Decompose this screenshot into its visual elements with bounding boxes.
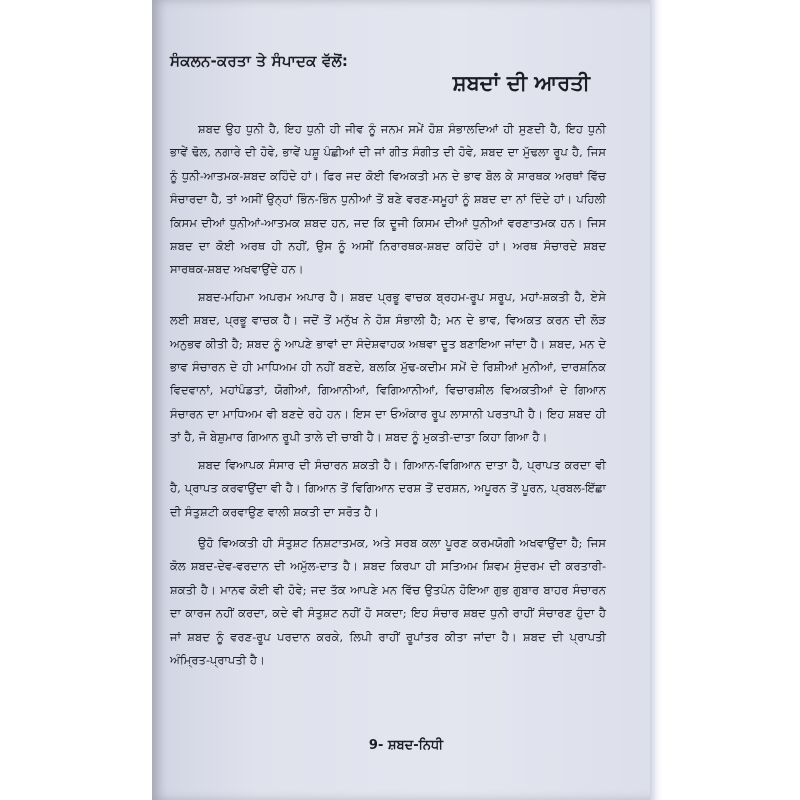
paragraph: ਸ਼ਬਦ ਵਿਆਪਕ ਸੰਸਾਰ ਦੀ ਸੰਚਾਰਨ ਸ਼ਕਤੀ ਹੈ। ਗਿਆਨ-ਵਿਗਿਆਨ ਦਾਤਾ ਹੈ, ਪ੍ਰਾਪਤ ਕਰਦਾ ਵੀ ਹੈ, ਪ੍ਰਾਪਤ ਕਰਵਾਉਂਦਾ ਵੀ ਹੈ। ਗਿਆਨ ਤੋਂ ਵਿਗਿਆਨ ਦਰਸ਼ ਤੋਂ ਦਰਸ਼ਨ, ਅਪੂਰਨ ਤੋਂ ਪੂਰਨ, ਪ੍ਰਬਲ-ਇੱਛਾ ਦੀ ਸੰਤੁਸ਼ਟੀ ਕਰਵਾਉਣ ਵਾਲੀ ਸ਼ਕਤੀ ਦਾ ਸਰੋਤ ਹੈ। xyxy=(170,457,606,519)
attribution-line: ਸੰਕਲਨ-ਕਰਤਾ ਤੇ ਸੰਪਾਦਕ ਵੱਲੋਂ: xyxy=(170,52,349,70)
body-text xyxy=(170,118,606,672)
paragraph: ਸ਼ਬਦ-ਮਹਿਮਾ ਅਪਰਮ ਅਪਾਰ ਹੈ। ਸ਼ਬਦ ਪ੍ਰਭੂ ਵਾਚਕ ਬ੍ਰਹਮ-ਰੂਪ ਸਰੂਪ, ਮਹਾਂ-ਸ਼ਕਤੀ ਹੈ, ਏਸੇ ਲਈ ਸ਼ਬਦ, ਪ੍ਰਭੂ ਵਾਚਕ ਹੈ। ਜਦੋਂ ਤੋਂ ਮਨੁੱਖ ਨੇ ਹੋਸ਼ ਸੰਭਾਲੀ ਹੈ; ਮਨ ਦੇ ਭਾਵ, ਵਿਅਕਤ ਕਰਨ ਦੀ ਲੋੜ ਅਨੁਭਵ ਕੀਤੀ ਹੈ; ਸ਼ਬਦ ਨੂੰ ਆਪਣੇ ਭਾਵਾਂ ਦਾ ਸੰਦੇਸ਼ਵਾਹਕ ਅਥਵਾ ਦੂਤ ਬਣਾਇਆ ਜਾਂਦਾ ਹੈ। ਸ਼ਬਦ, ਮਨ ਦੇ ਭਾਵ ਸੰਚਾਰਨ ਦੇ ਹੀ ਮਾਧਿਅਮ ਹੀ ਨਹੀਂ ਬਣਦੇ, ਬਲਕਿ ਮੁੱਢ-ਕਦੀਮ ਸਮੇਂ ਦੇ ਰਿਸ਼ੀਆਂ ਮੁਨੀਆਂ, ਦਾਰਸ਼ਨਿਕ ਵਿਦਵਾਨਾਂ, ਮਹਾਂਪੰਡਤਾਂ, ਯੋਗੀਆਂ, ਗਿਆਨੀਆਂ, ਵਿਗਿਆਨੀਆਂ, ਵਿਚਾਰਸ਼ੀਲ ਵਿਅਕਤੀਆਂ ਦੇ ਗਿਆਨ ਸੰਚਾਰਨ ਦਾ ਮਾਧਿਅਮ ਵੀ ਬਣਦੇ ਰਹੇ ਹਨ। ਇਸ ਦਾ ਓਅੰਕਾਰ ਰੂਪ ਲਾਸਾਨੀ ਪਰਤਾਪੀ ਹੈ। ਇਹ ਸ਼ਬਦ ਹੀ ਤਾਂ ਹੈ, ਜੋ ਬੇਸ਼ੁਮਾਰ ਗਿਆਨ ਰੂਪੀ ਤਾਲੇ ਦੀ ਚਾਬੀ ਹੈ। ਸ਼ਬਦ ਨੂੰ ਮੁਕਤੀ-ਦਾਤਾ ਕਿਹਾ ਗਿਆ ਹੈ। xyxy=(170,289,606,445)
paragraph: ਉਹੋ ਵਿਅਕਤੀ ਹੀ ਸੰਤੁਸ਼ਟ ਨਿਸ਼ਟਾਤਮਕ, ਅਤੇ ਸਰਬ ਕਲਾ ਪੂਰਣ ਕਰਮਯੋਗੀ ਅਖਵਾਉਂਦਾ ਹੈ; ਜਿਸ ਕੋਲ ਸ਼ਬਦ-ਦੇਵ-ਵਰਦਾਨ ਦੀ ਅਮੁੱਲ-ਦਾਤ ਹੈ। ਸ਼ਬਦ ਕਿਰਪਾ ਹੀ ਸਤਿਅਮ ਸ਼ਿਵਮ ਸੁੰਦਰਮ ਦੀ ਕਰਤਾਰੀ-ਸ਼ਕਤੀ ਹੈ। ਮਾਨਵ ਕੋਈ ਵੀ ਹੋਵੇ; ਜਦ ਤੱਕ ਆਪਣੇ ਮਨ ਵਿੱਚ ਉਤਪੰਨ ਹੋਇਆ ਗੁਭ ਗੁਬਾਰ ਬਾਹਰ ਸੰਚਾਰਨ ਦਾ ਕਾਰਜ ਨਹੀਂ ਕਰਦਾ, ਕਦੇ ਵੀ ਸੰਤੁਸ਼ਟ ਨਹੀਂ ਹੋ ਸਕਦਾ; ਇਹ ਸੰਚਾਰ ਸ਼ਬਦ ਧੁਨੀ ਰਾਹੀਂ ਸੰਚਾਰਣ ਹੁੰਦਾ ਹੈ ਜਾਂ ਸ਼ਬਦ ਨੂੰ ਵਰਣ-ਰੂਪ ਪਰਦਾਨ ਕਰਕੇ, ਲਿਪੀ ਰਾਹੀਂ ਰੂਪਾਂਤਰ ਕੀਤਾ ਜਾਂਦਾ ਹੈ। ਸ਼ਬਦ ਦੀ ਪ੍ਰਾਪਤੀ ਅੰਮ੍ਰਿਤ-ਪ੍ਰਾਪਤੀ ਹੈ। xyxy=(170,535,606,667)
page-footer: 9- ਸ਼ਬਦ-ਨਿਧੀ xyxy=(368,738,444,753)
paragraph: ਸ਼ਬਦ ਉਹ ਧੁਨੀ ਹੈ, ਇਹ ਧੁਨੀ ਹੀ ਜੀਵ ਨੂੰ ਜਨਮ ਸਮੇਂ ਹੋਸ਼ ਸੰਭਾਲਦਿਆਂ ਹੀ ਸੁਣਦੀ ਹੈ, ਇਹ ਧੁਨੀ ਭਾਵੇਂ ਢੋਲ, ਨਗਾਰੇ ਦੀ ਹੋਵੇ, ਭਾਵੇਂ ਪਸ਼ੂ ਪੰਛੀਆਂ ਦੀ ਜਾਂ ਗੀਤ ਸੰਗੀਤ ਦੀ ਹੋਵੇ, ਸ਼ਬਦ ਦਾ ਮੁੱਢਲਾ ਰੂਪ ਹੈ, ਜਿਸ ਨੂੰ ਧੁਨੀ-ਆਤਮਕ-ਸ਼ਬਦ ਕਹਿੰਦੇ ਹਾਂ। ਫਿਰ ਜਦ ਕੋਈ ਵਿਅਕਤੀ ਮਨ ਦੇ ਭਾਵ ਬੋਲ ਕੇ ਸਾਰਥਕ ਅਰਥਾਂ ਵਿੱਚ ਸੰਚਾਰਦਾ ਹੈ, ਤਾਂ ਅਸੀਂ ਉਨ੍ਹਾਂ ਭਿੰਨ-ਭਿੰਨ ਧੁਨੀਆਂ ਤੋਂ ਬਣੇ ਵਰਣ-ਸਮੂਹਾਂ ਨੂੰ ਸ਼ਬਦ ਦਾ ਨਾਂ ਦਿੰਦੇ ਹਾਂ। ਪਹਿਲੀ ਕਿਸਮ ਦੀਆਂ ਧੁਨੀਆਂ-ਆਤਮਕ ਸ਼ਬਦ ਹਨ, ਜਦ ਕਿ ਦੂਜੀ ਕਿਸਮ ਦੀਆਂ ਧੁਨੀਆਂ ਵਰਣਾਤਮਕ ਹਨ। ਜਿਸ ਸ਼ਬਦ ਦਾ ਕੋਈ ਅਰਥ ਹੀ ਨਹੀਂ, ਉਸ ਨੂੰ ਅਸੀਂ ਨਿਰਾਰਥਕ-ਸ਼ਬਦ ਕਹਿੰਦੇ ਹਾਂ। ਅਰਥ ਸੰਚਾਰਦੇ ਸ਼ਬਦ ਸਾਰਥਕ-ਸ਼ਬਦ ਅਖਵਾਉਂਦੇ ਹਨ। xyxy=(170,122,606,277)
page-edge xyxy=(650,0,662,800)
page-content xyxy=(170,52,606,680)
page-title: ਸ਼ਬਦਾਂ ਦੀ ਆਰਤੀ xyxy=(452,71,590,95)
